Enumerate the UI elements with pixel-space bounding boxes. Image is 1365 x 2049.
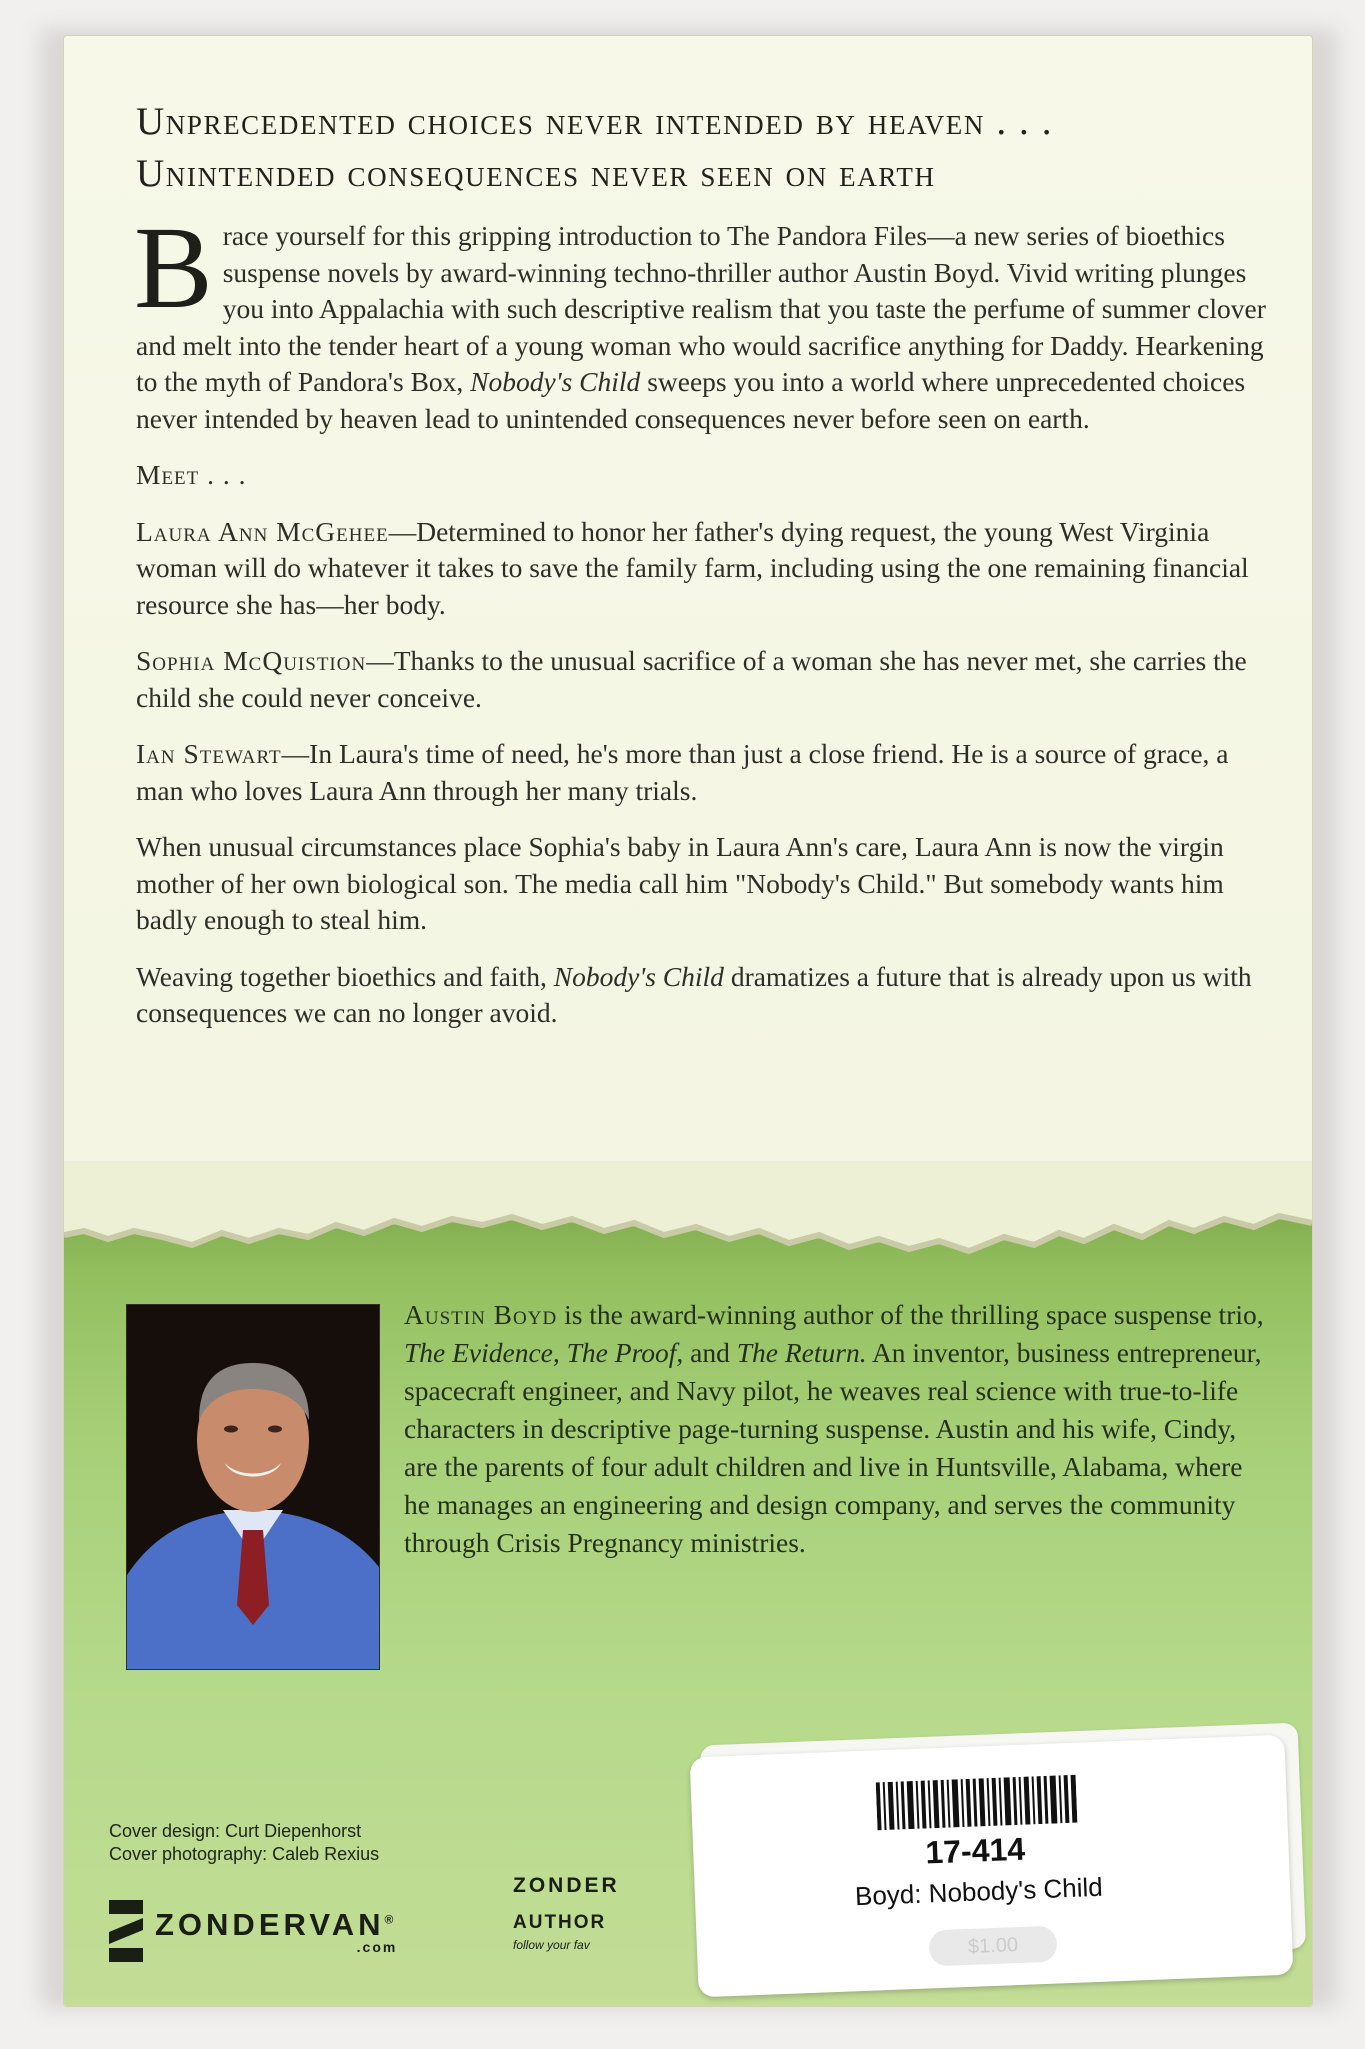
zondervan-registered-mark: ® [384, 1912, 398, 1927]
price-sticker [690, 1735, 1294, 1998]
closing-paragraph [136, 959, 1266, 1032]
author-tracker-line1: ZONDER [513, 1874, 620, 1897]
bio-text-a: is the award-winning author of the thrilling space suspense trio, [557, 1299, 1264, 1330]
zondervan-logo [109, 1900, 397, 1962]
character-desc-laura: —Determined to honor her father's dying request, the young West Virginia woman will do whatever it takes to save the family farm, including using the one remaining financial resource she has—her body. [136, 515, 1249, 620]
character-desc-sophia: —Thanks to the unusual sacrifice of a woman she has never met, she carries the child she could never conceive. [136, 645, 1247, 713]
credit-design: Cover design: Curt Diepenhorst [109, 1821, 362, 1841]
author-name: Austin Boyd [404, 1299, 558, 1330]
closing-text-a: Weaving together bioethics and faith, [136, 960, 554, 992]
intro-text-a: race yourself for this gripping introduction to The Pandora Files—a new series of bioethics suspense novels by award-winning techno-thriller author Austin Boyd. Vivid writing plunges you into Appalachia with such descriptive realism that you taste the perfume of summer clover and melt into the tender heart of a young woman who would sacrifice anything for Daddy. Hearkening to the myth of Pandora's Box, [136, 220, 1266, 397]
character-ian [136, 736, 1266, 809]
character-sophia [136, 643, 1266, 716]
bio-sep-2: and [683, 1337, 737, 1368]
credit-photography: Cover photography: Caleb Rexius [109, 1844, 380, 1864]
bio-book-1: The Evidence, [404, 1337, 560, 1368]
author-tracker-tagline: follow your fav [513, 1938, 590, 1952]
headline-line-1: Unprecedented choices never intended by heaven . . . [136, 100, 1054, 143]
drop-cap: B [134, 202, 213, 333]
zondervan-dotcom: .com [356, 1939, 398, 1955]
author-portrait-icon [127, 1305, 379, 1669]
meet-label: Meet . . . [136, 459, 247, 490]
headline-line-2: Unintended consequences never seen on earth [136, 152, 936, 195]
bio-book-2: The Proof, [566, 1337, 684, 1368]
intro-paragraph [134, 202, 1266, 437]
character-desc-ian: —In Laura's time of need, he's more than just a close friend. He is a source of grace, a man who loves Laura Ann through her many trials. [136, 738, 1229, 806]
zondervan-wordmark: ZONDERVAN [155, 1907, 385, 1942]
closing-book-title: Nobody's Child [553, 960, 724, 992]
zondervan-z-icon [109, 1900, 143, 1962]
zondervan-author-tracker-logo [513, 1874, 653, 1952]
author-photo [126, 1304, 380, 1670]
barcode-icon [876, 1775, 1078, 1831]
closing-text-b: dramatizes a future that is already upon us with consequences we can no longer avoid. [136, 960, 1252, 1028]
cover-credits [109, 1820, 379, 1866]
bio-book-3: The Return. [736, 1337, 867, 1368]
author-tracker-line2: AUTHOR [513, 1912, 607, 1933]
character-name-sophia: Sophia McQuistion [136, 645, 367, 676]
intro-book-title: Nobody's Child [470, 366, 641, 397]
torn-paper-edge [64, 1161, 1312, 1281]
blurb-text-block [136, 96, 1266, 1052]
headline [136, 96, 1266, 200]
character-laura [136, 514, 1266, 624]
plot-paragraph: When unusual circumstances place Sophia's baby in Laura Ann's care, Laura Ann is now the virgin mother of her own biological son. The media call him "Nobody's Child." But somebody wants him badly enough to steal him. [136, 831, 1224, 935]
author-bio [404, 1296, 1274, 1562]
bio-text-b: An inventor, business entrepreneur, spacecraft engineer, and Navy pilot, he weaves real science with true-to-life characters in descriptive page-turning suspense. Austin and his wife, Cindy, are the parents of four adult children and live in Huntsville, Alabama, where he manages an engineering and design company, and serves the community through Crisis Pregnancy ministries. [404, 1337, 1262, 1558]
character-name-laura: Laura Ann McGehee [136, 515, 389, 547]
sticker-item-number: 17-414 [924, 1830, 1026, 1871]
intro-text-b: sweeps you into a world where unprecedented choices never intended by heaven lead to unintended consequences never before seen on earth. [136, 366, 1246, 434]
book-back-cover [64, 36, 1312, 2006]
sticker-book-title: Boyd: Nobody's Child [854, 1871, 1104, 1912]
character-name-ian: Ian Stewart [136, 738, 282, 769]
bio-sep-1 [560, 1337, 567, 1368]
sticker-price-obscured: $1.00 [928, 1926, 1057, 1967]
